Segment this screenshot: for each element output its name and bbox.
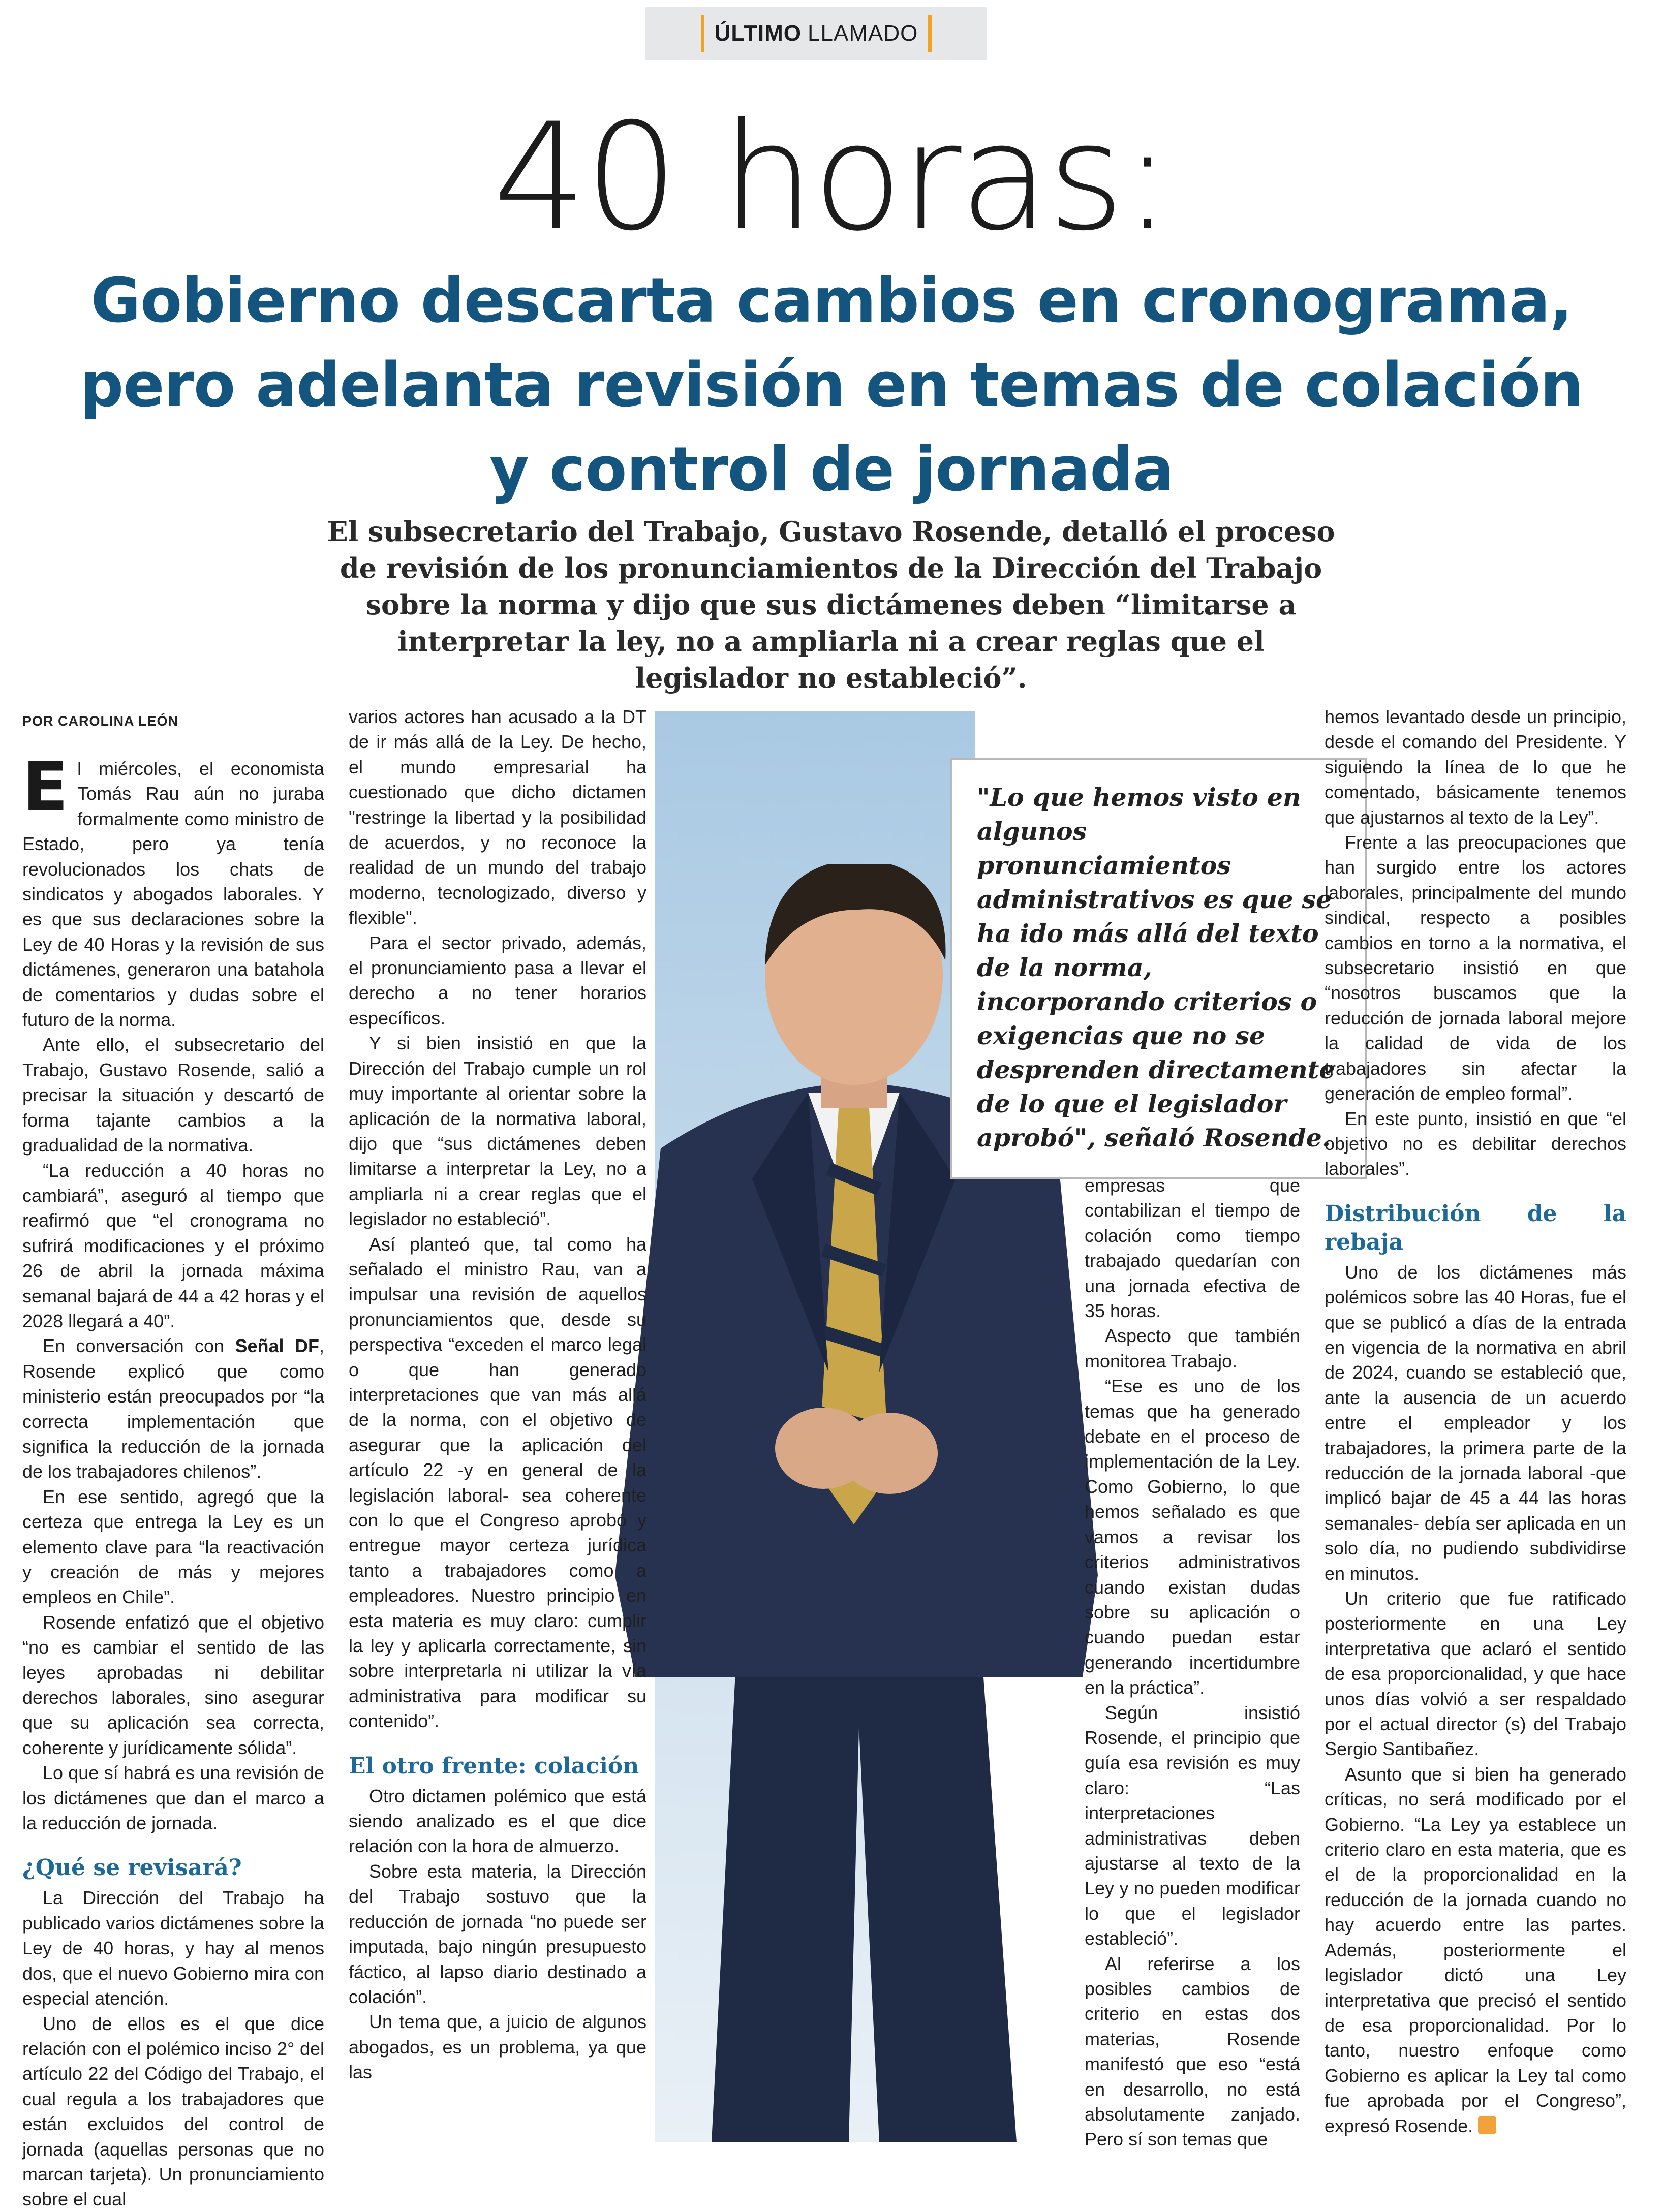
paragraph: Al referirse a los posibles cambios de criterio en estas dos materias, Rosende manifestó que eso “está en desarrollo, no está absolutamente zanjado. Pero sí son temas que xyxy=(1085,1953,1300,2150)
paragraph: “Ese es uno de los temas que ha generado debate en el proceso de implementación de la Ley. Como Gobierno, lo que hemos señalado es que vamos a revisar los criterios administrativos cuando existan dudas sobre su aplicación o cuando puedan estar generando incertidumbre en la práctica”. xyxy=(1085,1376,1300,1698)
paragraph: Aspecto que también monitorea Trabajo. xyxy=(1085,1325,1300,1372)
headline-kicker: 40 horas: xyxy=(492,92,1171,263)
paragraph: La Dirección del Trabajo ha publicado varios dictámenes sobre la Ley de 40 horas, y hay al menos dos, que el nuevo Gobierno mira con especial atención. xyxy=(22,1887,324,2009)
paragraph: En este punto, insistió en que “el objetivo no es debilitar derechos laborales”. xyxy=(1325,1108,1626,1179)
paragraph: Lo que sí habrá es una revisión de los dictámenes que dan el marco a la reducción de jornada. xyxy=(22,1762,324,1834)
paragraph: Otro dictamen polémico que está siendo analizado es el que dice relación con la hora de almuerzo. xyxy=(349,1785,646,1857)
paragraph: empresas que contabilizan el tiempo de colación como tiempo trabajado quedarían con una jornada efectiva de 35 horas. xyxy=(1085,1175,1300,1322)
tag-bar-right xyxy=(928,15,932,52)
paragraph: Para el sector privado, además, el pronunciamiento pasa a llevar el derecho a no tener horarios específicos. xyxy=(349,932,646,1029)
paragraph: “La reducción a 40 horas no cambiará”, aseguró al tiempo que reafirmó que “el cronograma no sufrirá modificaciones y el próximo 26 de abril la jornada máxima semanal bajará de 44 a 42 horas y el 2028 llegará a 40”. xyxy=(22,1160,324,1331)
paragraph: Y si bien insistió en que la Dirección del Trabajo cumple un rol muy importante al orientar sobre la aplicación de la normativa laboral, dijo que “sus dictámenes deben limitarse a interpretar la Ley, no a ampliarla ni a crear reglas que el legislador no estableció”. xyxy=(349,1033,646,1230)
paragraph: Ante ello, el subsecretario del Trabajo, Gustavo Rosende, salió a precisar la situación y descartó de forma tajante cambios a la gradualidad de la normativa. xyxy=(22,1034,324,1156)
paragraph: Según insistió Rosende, el principio que guía esa revisión es muy claro: “Las interpretaciones administrativas deben ajustarse al texto de la Ley y no pueden modificar lo que el legislador estableció”. xyxy=(1085,1702,1300,1949)
deck: El subsecretario del Trabajo, Gustavo Rosende, detalló el proceso de revisión de los pronunciamientos de la Dirección del Trabajo sobre la norma y dijo que sus dictámenes deben “limitarse a interpretar la ley, no a ampliarla ni a crear reglas que el legislador no estableció”. xyxy=(327,515,1335,694)
article-column-4 xyxy=(1325,704,1626,2138)
paragraph: Frente a las preocupaciones que han surgido entre los actores laborales, principalmente del mundo sindical, respecto a posibles cambios en torno a la normativa, el subsecretario insistió en que “nosotros buscamos que la reducción de jornada laboral mejore la calidad de vida de los trabajadores sin afectar la generación de empleo formal”. xyxy=(1325,832,1626,1104)
paragraph: varios actores han acusado a la DT de ir más allá de la Ley. De hecho, el mundo empresarial ha cuestionado que dicho dictamen "restringe la libertad y la posibilidad de acuerdos, y no reconoce la realidad de un mundo del trabajo moderno, tecnologizado, diverso y flexible". xyxy=(349,706,646,928)
section-tag-bold: ÚLTIMO xyxy=(714,21,802,46)
paragraph xyxy=(1325,1762,1626,2138)
end-mark-icon xyxy=(1478,2116,1496,2134)
text: En conversación con xyxy=(43,1335,235,1357)
article-column-1 xyxy=(22,748,324,2212)
section-tag xyxy=(645,7,987,60)
paragraph: Un tema que, a juicio de algunos abogados, es un problema, ya que las xyxy=(349,2011,646,2083)
tag-bar-left xyxy=(701,15,704,52)
text: Asunto que si bien ha generado críticas, no será modificado por el Gobierno. “La Ley ya establece un criterio claro en esta materia, que es el de la proporcionalidad en la reducción de la jornada cuando no hay acuerdo entre las partes. Además, posteriormente el legislador dictó una Ley interpretativa que precisó el sentido de esa proporcionalidad. Por lo tanto, nuestro enfoque como Gobierno es aplicar la Ley tal como fue aprobada por el Congreso”, expresó Rosende. xyxy=(1325,1763,1626,2136)
paragraph: Así planteó que, tal como ha señalado el ministro Rau, van a impulsar una revisión de aquellos pronunciamientos que, desde su perspectiva “exceden el marco legal o que han generado interpretaciones que van más allá de la norma, con el objetivo de asegurar que la aplicación del artículo 22 -y en general de la legislación laboral- sea coherente con lo que el Congreso aprobó y entregue mayor certeza jurídica tanto a trabajadores como a empleadores. Nuestro principio en esta materia es muy claro: cumplir la ley y aplicarla correctamente, sin sobre interpretarla ni utilizar la vía administrativa para modificar su contenido”. xyxy=(349,1233,646,1732)
paragraph: hemos levantado desde un principio, desde el comando del Presidente. Y siguiendo la línea de lo que he comentado, básicamente tenemos que ajustarnos al texto de la Ley”. xyxy=(1325,706,1626,828)
paragraph: Un criterio que fue ratificado posteriormente en una Ley interpretativa que aclaró el sentido de esa proporcionalidad, y que hace unos días volvió a ser respaldado por el actual director (s) del Trabajo Sergio Santibañez. xyxy=(1325,1588,1626,1760)
paragraph xyxy=(22,1333,324,1484)
paragraph: En ese sentido, agregó que la certeza que entrega la Ley es un elemento clave para “la reactivación y creación de más y mejores empleos en Chile”. xyxy=(22,1486,324,1608)
outlet-name: Señal DF xyxy=(235,1335,319,1357)
paragraph: Rosende enfatizó que el objetivo “no es cambiar el sentido de las leyes aprobadas ni debilitar derechos laborales, sino asegurar que su aplicación sea correcta, coherente y jurídicamente sólida”. xyxy=(22,1611,324,1758)
drop-cap: E xyxy=(22,748,69,826)
byline: POR CAROLINA LEÓN xyxy=(22,713,178,729)
text: , Rosende explicó que como ministerio están preocupados por “la correcta implementación que significa la reducción de la jornada de los trabajadores chilenos”. xyxy=(22,1335,324,1482)
paragraph: Uno de ellos es el que dice relación con el polémico inciso 2° del artículo 22 del Código del Trabajo, el cual regula a los trabajadores que están excluidos del control de jornada (aquellas personas que no marcan tarjeta). Un pronunciamiento sobre el cual xyxy=(22,2013,324,2210)
paragraph: Sobre esta materia, la Dirección del Trabajo sostuvo que la reducción de jornada “no puede ser imputada, bajo ningún presupuesto fáctico, al lapso diario destinado a colación”. xyxy=(349,1860,646,2007)
paragraph: l miércoles, el economista Tomás Rau aún no juraba formalmente como ministro de Estado, pero ya tenía revolucionados los chats de sindicatos y abogados laborales. Y es que sus declaraciones sobre la Ley de 40 Horas y la revisión de sus dictámenes, generaron una batahola de comentarios y dudas sobre el futuro de la norma. xyxy=(22,758,324,1031)
pull-quote: "Lo que hemos visto en algunos pronunciamientos administrativos es que se ha ido más allá del texto de la norma, incorporando criterios o exigencias que no se desprenden directamente de lo que el legislador aprobó", señaló Rosende. xyxy=(950,758,1367,1179)
headline-title: Gobierno descarta cambios en cronograma, pero adelanta revisión en temas de colación y control de jornada xyxy=(80,266,1583,505)
subhead-colacion: El otro frente: colación xyxy=(349,1753,639,1779)
article-column-2 xyxy=(349,704,646,2085)
subhead-revisara: ¿Qué se revisará? xyxy=(22,1855,242,1881)
subhead-rebaja: Distribución de la rebaja xyxy=(1325,1200,1626,1255)
paragraph: Uno de los dictámenes más polémicos sobre las 40 Horas, fue el que se publicó a días de la entrada en vigencia de la normativa en abril de 2024, cuando se estableció que, ante la ausencia de un acuerdo entre el empleador y los trabajadores, la primera parte de la reducción de la jornada laboral -que implicó bajar de 45 a 44 las horas semanales- debía ser aplicada en un solo día, no pudiendo subdividirse en minutos. xyxy=(1325,1261,1626,1584)
article-column-3 xyxy=(1085,1173,1300,2152)
section-tag-light: LLAMADO xyxy=(808,21,918,46)
